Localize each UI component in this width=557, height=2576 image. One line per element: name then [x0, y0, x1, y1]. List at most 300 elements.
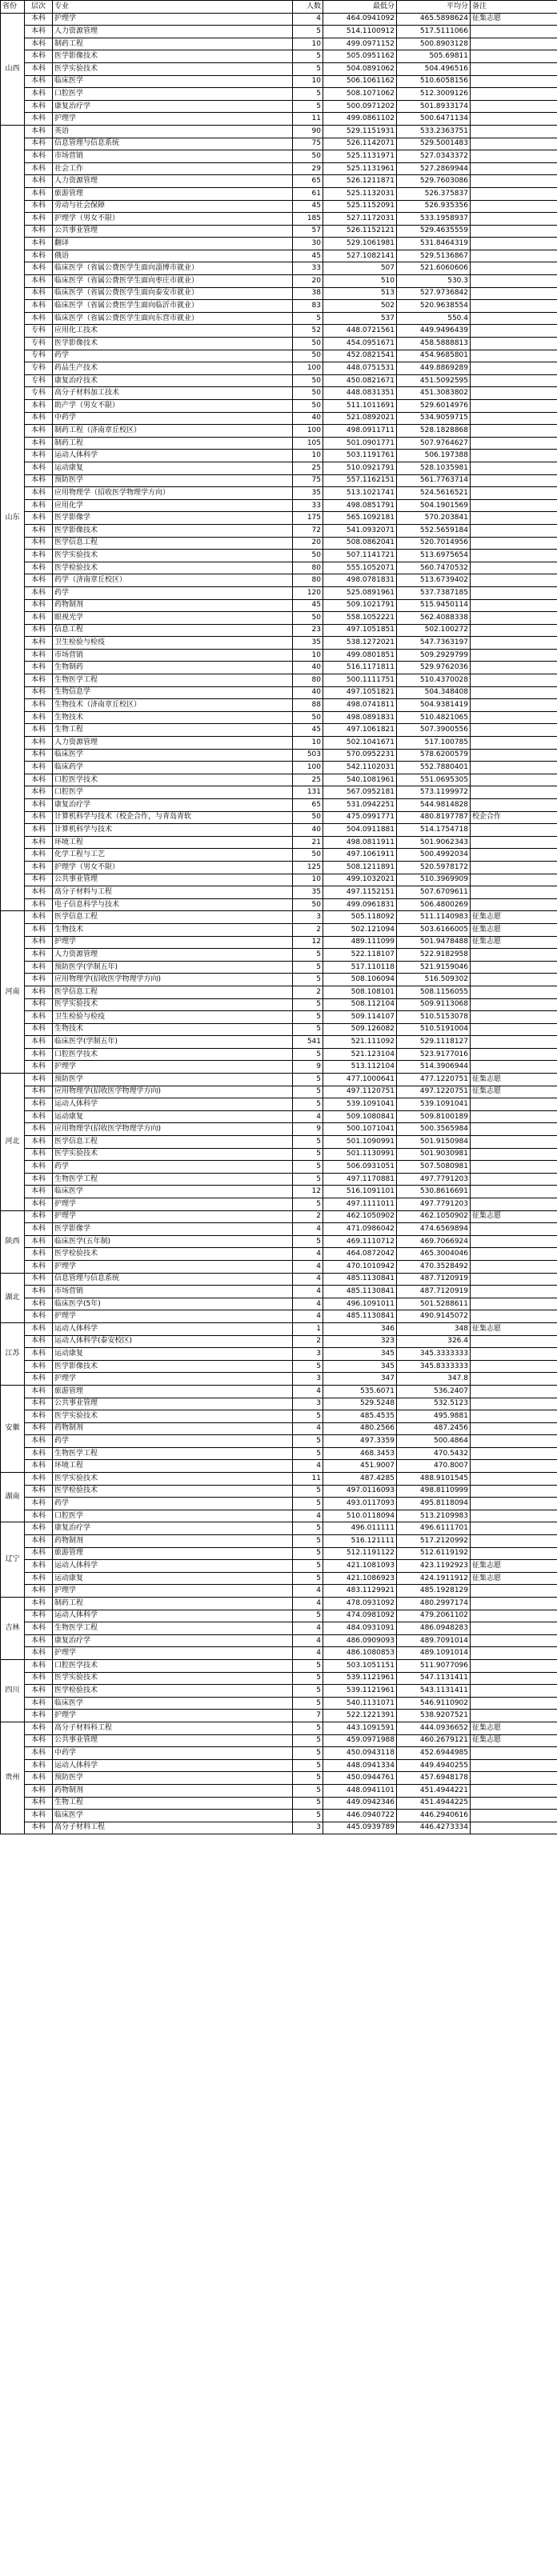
- major-cell: 临床医学(五年制): [53, 1235, 293, 1248]
- table-row: [1, 724, 557, 737]
- min-score-cell: 558.1052221: [323, 612, 397, 625]
- major-cell: 医学影像技术: [53, 524, 293, 537]
- major-cell: 生物制药: [53, 662, 293, 674]
- avg-score-cell: 510.6058156: [397, 75, 471, 88]
- major-cell: 翻译: [53, 238, 293, 250]
- note-cell: [471, 1435, 557, 1448]
- major-cell: 护理学: [53, 1373, 293, 1386]
- avg-score-cell: 487.2456: [397, 1422, 471, 1435]
- table-row: [1, 936, 557, 949]
- avg-score-cell: 507.6709611: [397, 886, 471, 899]
- count-cell: 5: [293, 1235, 323, 1248]
- count-cell: 5: [293, 1485, 323, 1498]
- count-cell: 4: [293, 1273, 323, 1286]
- count-cell: 10: [293, 450, 323, 462]
- avg-score-cell: 504.1901569: [397, 499, 471, 512]
- major-cell: 公共事业管理: [53, 225, 293, 238]
- level-cell: 本科: [25, 1235, 53, 1248]
- level-cell: 本科: [25, 762, 53, 774]
- major-cell: 医学实验技术: [53, 1473, 293, 1486]
- table-row: [1, 1535, 557, 1548]
- level-cell: 本科: [25, 1797, 53, 1810]
- avg-score-cell: 454.9685801: [397, 350, 471, 362]
- avg-score-cell: 544.9814828: [397, 799, 471, 812]
- major-cell: 预防医学(学制五年): [53, 961, 293, 974]
- avg-score-cell: 462.1050902: [397, 1210, 471, 1223]
- count-cell: 50: [293, 338, 323, 350]
- min-score-cell: 449.0942346: [323, 1797, 397, 1810]
- min-score-cell: 497.1061911: [323, 849, 397, 862]
- table-row: [1, 1610, 557, 1622]
- table-row: [1, 762, 557, 774]
- note-cell: [471, 450, 557, 462]
- table-row: [1, 1498, 557, 1510]
- avg-score-cell: 510.3969909: [397, 874, 471, 886]
- avg-score-cell: 470.3528492: [397, 1260, 471, 1273]
- min-score-cell: 526.1142071: [323, 138, 397, 150]
- major-cell: 市场营销: [53, 1286, 293, 1298]
- min-score-cell: 497.1120751: [323, 1086, 397, 1098]
- major-cell: 高分子材料与工程: [53, 886, 293, 899]
- major-cell: 英语: [53, 125, 293, 138]
- major-cell: 药物制剂: [53, 1422, 293, 1435]
- column-header-province: 省份: [1, 1, 25, 14]
- avg-score-cell: 539.1091041: [397, 1098, 471, 1111]
- table-row: [1, 50, 557, 63]
- count-cell: 40: [293, 662, 323, 674]
- level-cell: 本科: [25, 550, 53, 562]
- table-row: [1, 1722, 557, 1734]
- count-cell: 25: [293, 774, 323, 786]
- note-cell: [471, 1161, 557, 1174]
- table-row: [1, 1123, 557, 1136]
- min-score-cell: 525.1152091: [323, 200, 397, 213]
- table-row: [1, 1023, 557, 1036]
- avg-score-cell: 509.9113068: [397, 998, 471, 1011]
- note-cell: [471, 162, 557, 175]
- major-cell: 临床医学（省属公费医学生面向淄博市就业）: [53, 262, 293, 275]
- avg-score-cell: 501.9062343: [397, 836, 471, 849]
- min-score-cell: 454.0951671: [323, 338, 397, 350]
- note-cell: [471, 1447, 557, 1460]
- table-row: [1, 113, 557, 126]
- level-cell: 本科: [25, 75, 53, 88]
- count-cell: 5: [293, 1161, 323, 1174]
- count-cell: 5: [293, 1198, 323, 1211]
- province-cell: 辽宁: [1, 1522, 25, 1598]
- table-row: [1, 911, 557, 924]
- level-cell: 本科: [25, 138, 53, 150]
- level-cell: 本科: [25, 1348, 53, 1361]
- major-cell: 医学检验技术: [53, 1485, 293, 1498]
- table-row: [1, 1186, 557, 1198]
- level-cell: 本科: [25, 312, 53, 325]
- avg-score-cell: 507.9764627: [397, 437, 471, 450]
- avg-score-cell: 451.5092595: [397, 374, 471, 387]
- note-cell: [471, 1510, 557, 1522]
- table-header: [1, 1, 557, 14]
- note-cell: [471, 1148, 557, 1161]
- table-row: [1, 1485, 557, 1498]
- count-cell: 12: [293, 936, 323, 949]
- note-cell: [471, 1547, 557, 1560]
- level-cell: 本科: [25, 986, 53, 998]
- note-cell: [471, 1659, 557, 1672]
- major-cell: 高分子材料加工技术: [53, 387, 293, 400]
- note-cell: [471, 861, 557, 874]
- table-row: [1, 1572, 557, 1585]
- table-row: [1, 1210, 557, 1223]
- avg-score-cell: 550.4: [397, 312, 471, 325]
- major-cell: 药物制剂: [53, 1784, 293, 1797]
- avg-score-cell: 520.7014956: [397, 537, 471, 550]
- level-cell: 本科: [25, 662, 53, 674]
- major-cell: 人力资源管理: [53, 737, 293, 750]
- table-row: [1, 1086, 557, 1098]
- major-cell: 护理学: [53, 113, 293, 126]
- table-row: [1, 1110, 557, 1123]
- avg-score-cell: 509.8100189: [397, 1110, 471, 1123]
- header-row: [1, 1, 557, 14]
- note-cell: [471, 1759, 557, 1772]
- major-cell: 医学实验技术: [53, 1410, 293, 1423]
- note-cell: [471, 1298, 557, 1310]
- note-cell: [471, 350, 557, 362]
- note-cell: [471, 562, 557, 574]
- level-cell: 本科: [25, 1061, 53, 1074]
- major-cell: 运动人体科学: [53, 1610, 293, 1622]
- note-cell: [471, 649, 557, 662]
- note-cell: [471, 1235, 557, 1248]
- note-cell: [471, 1223, 557, 1236]
- level-cell: 本科: [25, 275, 53, 288]
- table-row: [1, 974, 557, 986]
- avg-score-cell: 503.6166005: [397, 923, 471, 936]
- table-row: [1, 1647, 557, 1660]
- count-cell: 12: [293, 1186, 323, 1198]
- table-row: [1, 125, 557, 138]
- count-cell: 65: [293, 175, 323, 188]
- note-cell: 校企合作: [471, 811, 557, 824]
- major-cell: 临床医学: [53, 749, 293, 762]
- min-score-cell: 345: [323, 1348, 397, 1361]
- avg-score-cell: 520.9638554: [397, 300, 471, 313]
- min-score-cell: 448.0751531: [323, 362, 397, 375]
- table-row: [1, 699, 557, 712]
- count-cell: 29: [293, 162, 323, 175]
- level-cell: 本科: [25, 861, 53, 874]
- count-cell: 5: [293, 1023, 323, 1036]
- min-score-cell: 498.0851791: [323, 499, 397, 512]
- major-cell: 康复治疗学: [53, 1634, 293, 1647]
- level-cell: 本科: [25, 811, 53, 824]
- note-cell: [471, 1186, 557, 1198]
- column-header-level: 层次: [25, 1, 53, 14]
- table-row: [1, 325, 557, 338]
- table-row: [1, 400, 557, 413]
- column-header-avg-score: 平均分: [397, 1, 471, 14]
- min-score-cell: 448.0941101: [323, 1784, 397, 1797]
- count-cell: 4: [293, 1248, 323, 1261]
- min-score-cell: 500.1111751: [323, 674, 397, 687]
- count-cell: 4: [293, 1622, 323, 1635]
- count-cell: 5: [293, 1672, 323, 1685]
- table-row: [1, 262, 557, 275]
- major-cell: 应用物理学（招收医学物理学方向）: [53, 487, 293, 500]
- count-cell: 5: [293, 1086, 323, 1098]
- avg-score-cell: 551.0695305: [397, 774, 471, 786]
- min-score-cell: 535.6071: [323, 1385, 397, 1398]
- note-cell: [471, 1048, 557, 1061]
- note-cell: [471, 724, 557, 737]
- major-cell: 旅游管理: [53, 1385, 293, 1398]
- min-score-cell: 504.0911881: [323, 824, 397, 837]
- avg-score-cell: 495.9881: [397, 1410, 471, 1423]
- table-row: [1, 874, 557, 886]
- min-score-cell: 510.0921791: [323, 462, 397, 474]
- level-cell: 本科: [25, 1422, 53, 1435]
- note-cell: [471, 487, 557, 500]
- level-cell: 本科: [25, 1747, 53, 1760]
- note-cell: [471, 187, 557, 200]
- table-row: [1, 374, 557, 387]
- avg-score-cell: 512.6119192: [397, 1547, 471, 1560]
- min-score-cell: 567.0952181: [323, 786, 397, 799]
- table-row: [1, 338, 557, 350]
- note-cell: 征集志愿: [471, 1086, 557, 1098]
- table-row: [1, 1348, 557, 1361]
- count-cell: 50: [293, 387, 323, 400]
- avg-score-cell: 500.6471134: [397, 113, 471, 126]
- major-cell: 生物技术（济南章丘校区）: [53, 699, 293, 712]
- major-cell: 医学影像学: [53, 512, 293, 525]
- table-row: [1, 250, 557, 262]
- avg-score-cell: 529.1118127: [397, 1036, 471, 1049]
- level-cell: 本科: [25, 213, 53, 226]
- min-score-cell: 486.0909093: [323, 1634, 397, 1647]
- level-cell: 本科: [25, 88, 53, 101]
- avg-score-cell: 526.935356: [397, 200, 471, 213]
- table-row: [1, 1560, 557, 1573]
- major-cell: 高分子材料工程: [53, 1822, 293, 1834]
- note-cell: [471, 550, 557, 562]
- level-cell: 专科: [25, 338, 53, 350]
- province-cell: 江苏: [1, 1322, 25, 1385]
- table-row: [1, 1734, 557, 1747]
- avg-score-cell: 506.197388: [397, 450, 471, 462]
- major-cell: 运动人体科学: [53, 1322, 293, 1335]
- note-cell: [471, 100, 557, 113]
- major-cell: 药物制剂: [53, 1535, 293, 1548]
- table-row: [1, 1547, 557, 1560]
- count-cell: 5: [293, 1447, 323, 1460]
- major-cell: 卫生检验与检疫: [53, 637, 293, 650]
- table-row: [1, 1173, 557, 1186]
- avg-score-cell: 469.7066924: [397, 1235, 471, 1248]
- min-score-cell: 513.112104: [323, 1061, 397, 1074]
- avg-score-cell: 510.4370028: [397, 674, 471, 687]
- avg-score-cell: 497.1220751: [397, 1086, 471, 1098]
- major-cell: 人力资源管理: [53, 175, 293, 188]
- note-cell: [471, 1498, 557, 1510]
- note-cell: [471, 1672, 557, 1685]
- count-cell: 2: [293, 1210, 323, 1223]
- count-cell: 5: [293, 1173, 323, 1186]
- column-header-min-score: 最低分: [323, 1, 397, 14]
- avg-score-cell: 507.3900556: [397, 724, 471, 737]
- table-row: [1, 1747, 557, 1760]
- min-score-cell: 541.0932071: [323, 524, 397, 537]
- min-score-cell: 529.5248: [323, 1398, 397, 1410]
- table-row: [1, 300, 557, 313]
- major-cell: 临床医学: [53, 1186, 293, 1198]
- count-cell: 35: [293, 487, 323, 500]
- table-row: [1, 1310, 557, 1323]
- level-cell: 本科: [25, 874, 53, 886]
- min-score-cell: 489.111099: [323, 936, 397, 949]
- level-cell: 本科: [25, 1148, 53, 1161]
- major-cell: 运动人体科学: [53, 1098, 293, 1111]
- min-score-cell: 448.0941334: [323, 1759, 397, 1772]
- count-cell: 7: [293, 1710, 323, 1722]
- major-cell: 制药工程: [53, 437, 293, 450]
- min-score-cell: 529.1061981: [323, 238, 397, 250]
- major-cell: 生物医学工程: [53, 1622, 293, 1635]
- level-cell: 本科: [25, 1822, 53, 1834]
- min-score-cell: 496.1091011: [323, 1298, 397, 1310]
- min-score-cell: 499.0971152: [323, 38, 397, 50]
- avg-score-cell: 501.9478488: [397, 936, 471, 949]
- note-cell: [471, 1535, 557, 1548]
- table-row: [1, 649, 557, 662]
- note-cell: [471, 1173, 557, 1186]
- note-cell: [471, 774, 557, 786]
- major-cell: 口腔医学技术: [53, 1659, 293, 1672]
- note-cell: [471, 1460, 557, 1473]
- major-cell: 高分子材料科工程: [53, 1722, 293, 1734]
- table-row: [1, 162, 557, 175]
- level-cell: 本科: [25, 1223, 53, 1236]
- note-cell: [471, 1697, 557, 1710]
- table-row: [1, 1148, 557, 1161]
- avg-score-cell: 560.7470532: [397, 562, 471, 574]
- note-cell: [471, 238, 557, 250]
- level-cell: 本科: [25, 799, 53, 812]
- note-cell: [471, 300, 557, 313]
- count-cell: 88: [293, 699, 323, 712]
- min-score-cell: 509.126082: [323, 1023, 397, 1036]
- level-cell: 本科: [25, 1310, 53, 1323]
- major-cell: 口腔医学: [53, 1510, 293, 1522]
- min-score-cell: 557.1162151: [323, 474, 397, 487]
- count-cell: 2: [293, 1335, 323, 1348]
- table-row: [1, 998, 557, 1011]
- table-row: [1, 749, 557, 762]
- count-cell: 4: [293, 1598, 323, 1610]
- avg-score-cell: 474.6569894: [397, 1223, 471, 1236]
- note-cell: 征集志愿: [471, 1572, 557, 1585]
- avg-score-cell: 573.1199972: [397, 786, 471, 799]
- level-cell: 本科: [25, 998, 53, 1011]
- level-cell: 本科: [25, 1784, 53, 1797]
- level-cell: 本科: [25, 537, 53, 550]
- level-cell: 本科: [25, 1011, 53, 1024]
- min-score-cell: 497.1152151: [323, 886, 397, 899]
- avg-score-cell: 508.1156055: [397, 986, 471, 998]
- count-cell: 38: [293, 287, 323, 300]
- level-cell: 本科: [25, 974, 53, 986]
- min-score-cell: 529.1151931: [323, 125, 397, 138]
- avg-score-cell: 513.2109983: [397, 1510, 471, 1522]
- table-row: [1, 1223, 557, 1236]
- note-cell: [471, 425, 557, 438]
- table-row: [1, 1161, 557, 1174]
- level-cell: 本科: [25, 1286, 53, 1298]
- avg-score-cell: 423.1192923: [397, 1560, 471, 1573]
- table-row: [1, 811, 557, 824]
- min-score-cell: 499.0861102: [323, 113, 397, 126]
- level-cell: 本科: [25, 1086, 53, 1098]
- min-score-cell: 565.1092181: [323, 512, 397, 525]
- min-score-cell: 450.0821671: [323, 374, 397, 387]
- table-row: [1, 1685, 557, 1698]
- level-cell: 本科: [25, 1485, 53, 1498]
- avg-score-cell: 527.9736842: [397, 287, 471, 300]
- level-cell: 本科: [25, 674, 53, 687]
- level-cell: 本科: [25, 13, 53, 26]
- avg-score-cell: 326.4: [397, 1335, 471, 1348]
- note-cell: [471, 462, 557, 474]
- count-cell: 541: [293, 1036, 323, 1049]
- major-cell: 医学实验技术: [53, 1672, 293, 1685]
- level-cell: 本科: [25, 612, 53, 625]
- avg-score-cell: 515.9450114: [397, 599, 471, 612]
- note-cell: [471, 1522, 557, 1535]
- table-row: [1, 986, 557, 998]
- note-cell: [471, 1747, 557, 1760]
- note-cell: [471, 1273, 557, 1286]
- note-cell: [471, 686, 557, 699]
- avg-score-cell: 498.8110999: [397, 1485, 471, 1498]
- major-cell: 运动康复: [53, 462, 293, 474]
- avg-score-cell: 451.4944221: [397, 1784, 471, 1797]
- note-cell: [471, 986, 557, 998]
- level-cell: 本科: [25, 38, 53, 50]
- province-cell: 河南: [1, 911, 25, 1074]
- min-score-cell: 516.121111: [323, 1535, 397, 1548]
- major-cell: 护理学: [53, 1310, 293, 1323]
- level-cell: 本科: [25, 911, 53, 924]
- table-row: [1, 711, 557, 724]
- avg-score-cell: 504.9381419: [397, 699, 471, 712]
- note-cell: [471, 799, 557, 812]
- avg-score-cell: 521.9159046: [397, 961, 471, 974]
- level-cell: 本科: [25, 824, 53, 837]
- note-cell: 征集志愿: [471, 13, 557, 26]
- count-cell: 5: [293, 1659, 323, 1672]
- major-cell: 化学工程与工艺: [53, 849, 293, 862]
- note-cell: [471, 824, 557, 837]
- min-score-cell: 483.1129921: [323, 1585, 397, 1598]
- table-row: [1, 1074, 557, 1086]
- avg-score-cell: 495.8118094: [397, 1498, 471, 1510]
- avg-score-cell: 504.348408: [397, 686, 471, 699]
- count-cell: 5: [293, 312, 323, 325]
- major-cell: 运动康复: [53, 1110, 293, 1123]
- table-row: [1, 737, 557, 750]
- count-cell: 5: [293, 100, 323, 113]
- count-cell: 9: [293, 1061, 323, 1074]
